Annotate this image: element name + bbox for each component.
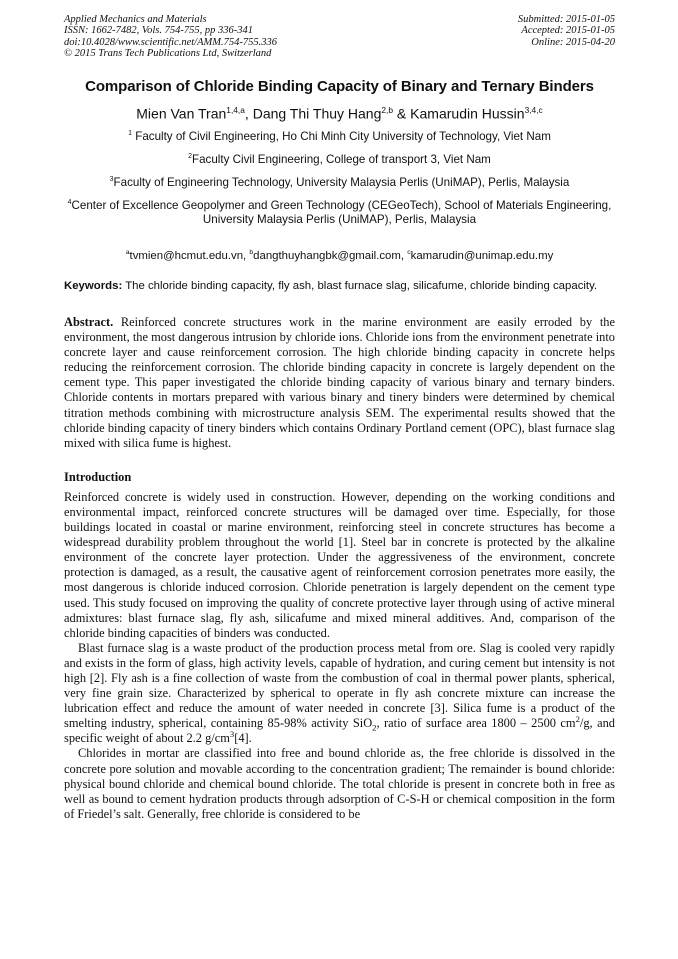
affiliation-text: Faculty of Civil Engineering, Ho Chi Minh City University of Technology, Viet Nam bbox=[132, 130, 551, 144]
journal-issn: ISSN: 1662-7482, Vols. 754-755, pp 336-341 bbox=[64, 25, 253, 37]
abstract-label: Abstract. bbox=[64, 315, 114, 330]
keywords bbox=[64, 279, 615, 294]
affiliation-text: Faculty Civil Engineering, College of transport 3, Viet Nam bbox=[192, 153, 491, 166]
paper-page bbox=[64, 14, 615, 822]
paragraph-text: /g, and specific weight of about 2.2 g/cm bbox=[64, 716, 615, 746]
affiliation-mark: 2 bbox=[188, 153, 193, 161]
affiliation-text: Center of Excellence Geopolymer and Green Technology (CEGeoTech), School of Materials Engineering, University Malaysia Perlis (UniMAP), Perlis, Malaysia bbox=[71, 198, 612, 226]
author-separator: , bbox=[244, 105, 253, 122]
date-submitted: Submitted: 2015-01-05 bbox=[517, 14, 615, 25]
abstract bbox=[64, 315, 615, 451]
email-text: tvmien@hcmut.edu.vn, bbox=[129, 249, 250, 262]
keywords-text: The chloride binding capacity, fly ash, blast furnace slag, silicafume, chloride binding capacity. bbox=[122, 279, 598, 292]
affiliation-text: Faculty of Engineering Technology, University Malaysia Perlis (UniMAP), Perlis, Malaysia bbox=[113, 175, 570, 189]
journal-copyright: © 2015 Trans Tech Publications Ltd, Switzerland bbox=[64, 48, 272, 60]
journal-doi: doi:10.4028/www.scientific.net/AMM.754-755.336 bbox=[64, 36, 277, 48]
author-name: Kamarudin Hussin bbox=[410, 105, 525, 122]
author-name: Mien Van Tran bbox=[136, 105, 227, 122]
superscript: 3 bbox=[229, 729, 235, 740]
email-text: dangthuyhangbk@gmail.com, bbox=[253, 249, 408, 262]
affiliation-mark: 3 bbox=[109, 176, 114, 183]
affiliation bbox=[64, 127, 615, 144]
date-accepted: Accepted: 2015-01-05 bbox=[521, 25, 615, 37]
affiliation-mark: 1 bbox=[128, 130, 133, 138]
affiliation bbox=[64, 196, 615, 227]
journal-info bbox=[64, 14, 277, 60]
section-heading-introduction: Introduction bbox=[64, 469, 132, 484]
paper-title: Comparison of Chloride Binding Capacity of Binary and Ternary Binders bbox=[85, 77, 594, 95]
author-emails bbox=[64, 249, 615, 262]
body-paragraph bbox=[64, 641, 615, 747]
author-affil-mark: 1,4,a bbox=[226, 104, 245, 115]
body-paragraph: Reinforced concrete is widely used in construction. However, depending on the working conditions and environmental impact, reinforced concrete structures will be damaged over time. Especially, for those buildings located in coastal or marine environment, reinforcing steel in concrete structures has become a widespread durability problem throughout the world [1]. Steel bar in concrete is protected by the alkaline environment of the concrete layer protection. Under the aggressiveness of the environment, concrete protection is damaged, as a result, the causative agent of reinforcement corrosion penetrates more easily, the most dangerous is chloride induced corrosion. Chloride penetration is largely dependent on the cement type used. This study focused on improving the quality of concrete protective layer through using of active mineral admixtures: blast furnace slag, fly ash, silicafume and mixed mineral additives. And, comparison of the chloride binding capacities of binders was conducted. bbox=[64, 489, 615, 640]
email-text: kamarudin@unimap.edu.my bbox=[410, 249, 554, 262]
abstract-text: Reinforced concrete structures work in the marine environment are easily erroded by the environment, the most dangerous intrusion by chloride ions. Chloride ions from the environment penetrate into concrete layer and cause reinforcement corrosion. The high chloride binding capacity in concrete helps reducing the reinforcement corrosion. The chloride binding capacity in concrete is largely dependent on the cement type. This paper investigated the chloride binding capacity of various binary and ternary binders. Chloride contents in mortars prepared with various binary and tinery binders were determined by chemical titration methods combining with microstructure analysis SEM. The experimental results showed that the chloride binding capacity of tinery binders which contains Ordinary Portland cement (OPC), blast furnace slag mixed with silica fume is highest. bbox=[64, 315, 615, 450]
author-list bbox=[64, 105, 615, 122]
email-mark: a bbox=[125, 248, 130, 256]
author-affil-mark: 2,b bbox=[381, 104, 394, 115]
superscript: 2 bbox=[575, 714, 580, 725]
affiliation-mark: 4 bbox=[67, 198, 72, 206]
journal-header bbox=[64, 14, 615, 60]
paragraph-text: Blast furnace slag is a waste product of the production process metal from ore. Slag is cooled very rapidly and exists in the form of glass, high activity levels, capable of hydration, and curing cement but intensity is not high [2]. Fly ash is a fine collection of waste from the combustion of coal in thermal power plants, spherical, very fine grain size. Characterized by spherical to operate in fly ash concrete mixture can increase the lubrication effect and reduce the amount of water needed in concrete [3]. Silica fume is a product of the smelting industry, spherical, containing 85-98% activity SiO bbox=[64, 640, 615, 731]
author-name: Dang Thi Thuy Hang bbox=[252, 105, 382, 122]
journal-name: Applied Mechanics and Materials bbox=[64, 14, 207, 25]
body-paragraph: Chlorides in mortar are classified into free and bound chloride as, the free chloride is dissolved in the concrete pore solution and movable according to the concentration gradient; The remainder is bound chloride: physical bound chloride and chemical bound chloride. The total chloride is present in concrete both in free as well as bound to cement hydration products through adsorption of C-S-H or chemical composition in the form of Friedel’s salt. Generally, free chloride is considered to be bbox=[64, 746, 615, 821]
author-separator: & bbox=[393, 105, 411, 122]
paragraph-text: [4]. bbox=[234, 731, 252, 746]
email-mark: b bbox=[249, 248, 254, 256]
subscript: 2 bbox=[372, 722, 377, 733]
author-affil-mark: 3,4,c bbox=[524, 104, 543, 115]
date-online: Online: 2015-04-20 bbox=[531, 36, 615, 48]
keywords-label: Keywords: bbox=[64, 279, 123, 292]
paragraph-text: , ratio of surface area 1800 – 2500 cm bbox=[376, 716, 576, 731]
publication-dates bbox=[518, 14, 615, 60]
affiliation bbox=[64, 173, 615, 190]
affiliation bbox=[64, 150, 615, 167]
email-mark: c bbox=[407, 248, 411, 256]
